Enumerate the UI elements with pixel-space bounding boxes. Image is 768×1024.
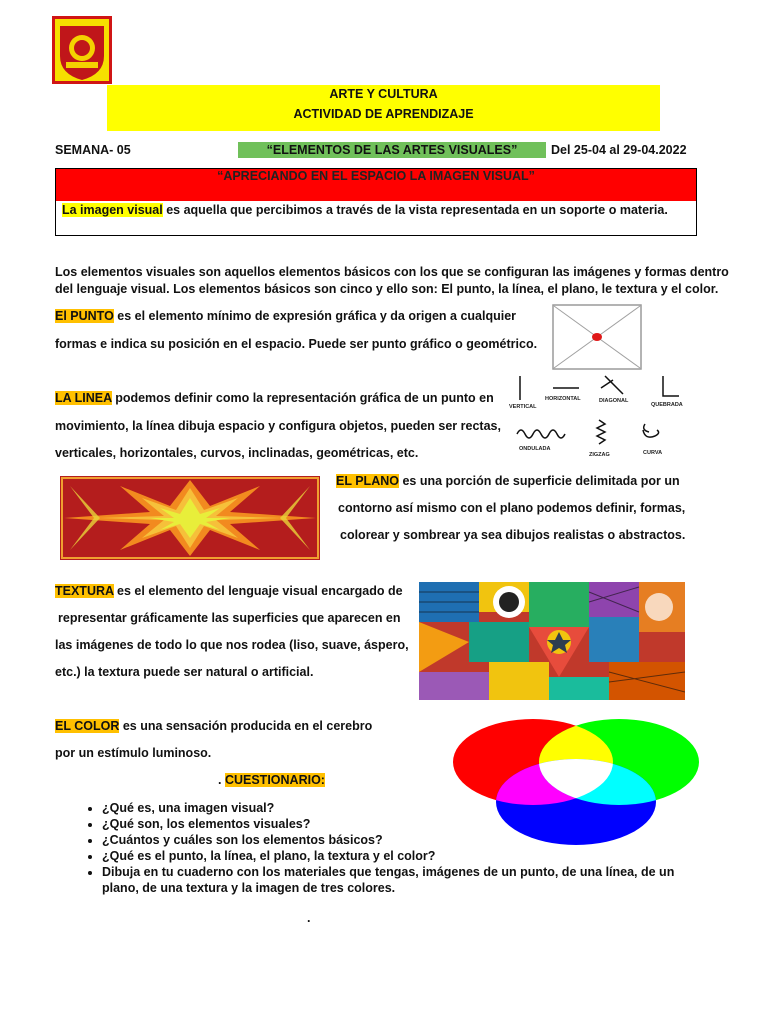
term-color: EL COLOR	[55, 719, 120, 733]
label-zigzag: ZIGZAG	[589, 452, 610, 458]
linea-line-3: verticales, horizontales, curvos, inclinadas, geométricas, etc.	[55, 446, 419, 460]
cuestionario-heading	[218, 772, 325, 788]
linea-line-1	[55, 390, 494, 406]
subject-title: ARTE Y CULTURA	[329, 87, 438, 101]
label-quebrada: QUEBRADA	[651, 402, 683, 408]
term-linea: LA LINEA	[55, 391, 112, 405]
cuestionario-title: CUESTIONARIO:	[224, 773, 325, 787]
plano-line-2: contorno así mismo con el plano podemos definir, formas,	[338, 501, 686, 515]
linea-text-1: podemos definir como la representación gráfica de un punto en	[111, 391, 494, 405]
list-item: • Dibuja en tu cuaderno con los materiales que tengas, imágenes de un punto, de una línea, de un plano, de una textura y la imagen de tres colores.	[102, 864, 702, 896]
color-line-2: por un estímulo luminoso.	[55, 746, 212, 760]
color-text-1: es una sensación producida en el cerebro	[119, 719, 373, 733]
activity-title: ACTIVIDAD DE APRENDIZAJE	[293, 107, 474, 121]
label-diagonal: DIAGONAL	[599, 398, 629, 404]
list-item: • ¿Cuántos y cuáles son los elementos básicos?	[102, 832, 742, 848]
box-title: “APRECIANDO EN EL ESPACIO LA IMAGEN VISUAL”	[56, 169, 696, 201]
intro-line-1: Los elementos visuales son aquellos elementos básicos con los que se configuran las imágenes y formas dentro	[55, 265, 729, 279]
definition-box	[55, 168, 697, 236]
term-textura: TEXTURA	[55, 584, 114, 598]
punto-text-1: es el elemento mínimo de expresión gráfica y da origen a cualquier	[113, 309, 517, 323]
label-ondulada: ONDULADA	[519, 446, 551, 452]
color-line-1	[55, 718, 372, 734]
header-band	[107, 85, 660, 131]
label-horizontal: HORIZONTAL	[545, 396, 581, 402]
textura-text-1: es el elemento del lenguaje visual encargado de	[113, 584, 403, 598]
list-item: • ¿Qué son, los elementos visuales?	[102, 816, 742, 832]
week-label: SEMANA- 05	[55, 143, 131, 157]
punto-line-2: formas e indica su posición en el espacio. Puede ser punto gráfico o geométrico.	[55, 337, 538, 351]
theme-title: “ELEMENTOS DE LAS ARTES VISUALES”	[238, 142, 546, 158]
textura-line-2: representar gráficamente las superficies que aparecen en	[58, 611, 401, 625]
plano-line-3: colorear y sombrear ya sea dibujos realistas o abstractos.	[340, 528, 686, 542]
textura-line-1	[55, 583, 403, 599]
list-item: • ¿Qué es, una imagen visual?	[102, 800, 742, 816]
textura-collage-image	[419, 582, 685, 700]
term-plano: EL PLANO	[336, 474, 399, 488]
plano-text-1: es una porción de superficie delimitada por un	[398, 474, 680, 488]
plano-line-1	[336, 473, 680, 489]
punto-illustration	[552, 304, 642, 370]
trailing-dot: .	[307, 911, 311, 925]
intro-line-2: del lenguaje visual. Los elementos básicos son cinco y ello son: El punto, la línea, el plano, le textura y el color.	[55, 282, 719, 296]
cuestionario-prefix: .	[218, 773, 225, 787]
list-item: • ¿Qué es el punto, la línea, el plano, la textura y el color?	[102, 848, 742, 864]
definition-line	[62, 203, 668, 217]
textura-line-3: las imágenes de todo lo que nos rodea (liso, suave, áspero,	[55, 638, 409, 652]
definition-text: es aquella que percibimos a través de la vista representada en un soporte o materia.	[162, 203, 668, 217]
question-list	[74, 800, 742, 896]
punto-line-1	[55, 308, 516, 324]
term-punto: El PUNTO	[55, 309, 114, 323]
date-range: Del 25-04 al 29-04.2022	[551, 143, 687, 157]
linea-line-2: movimiento, la línea dibuja espacio y configura objetos, pueden ser rectas,	[55, 419, 501, 433]
label-curva: CURVA	[643, 450, 663, 456]
school-crest-logo	[52, 16, 112, 84]
term-imagen-visual: La imagen visual	[62, 203, 163, 217]
textura-line-4: etc.) la textura puede ser natural o artificial.	[55, 665, 314, 679]
plano-pattern-image	[60, 476, 320, 560]
line-types-illustration	[503, 370, 693, 462]
label-vertical: VERTICAL	[509, 404, 537, 410]
